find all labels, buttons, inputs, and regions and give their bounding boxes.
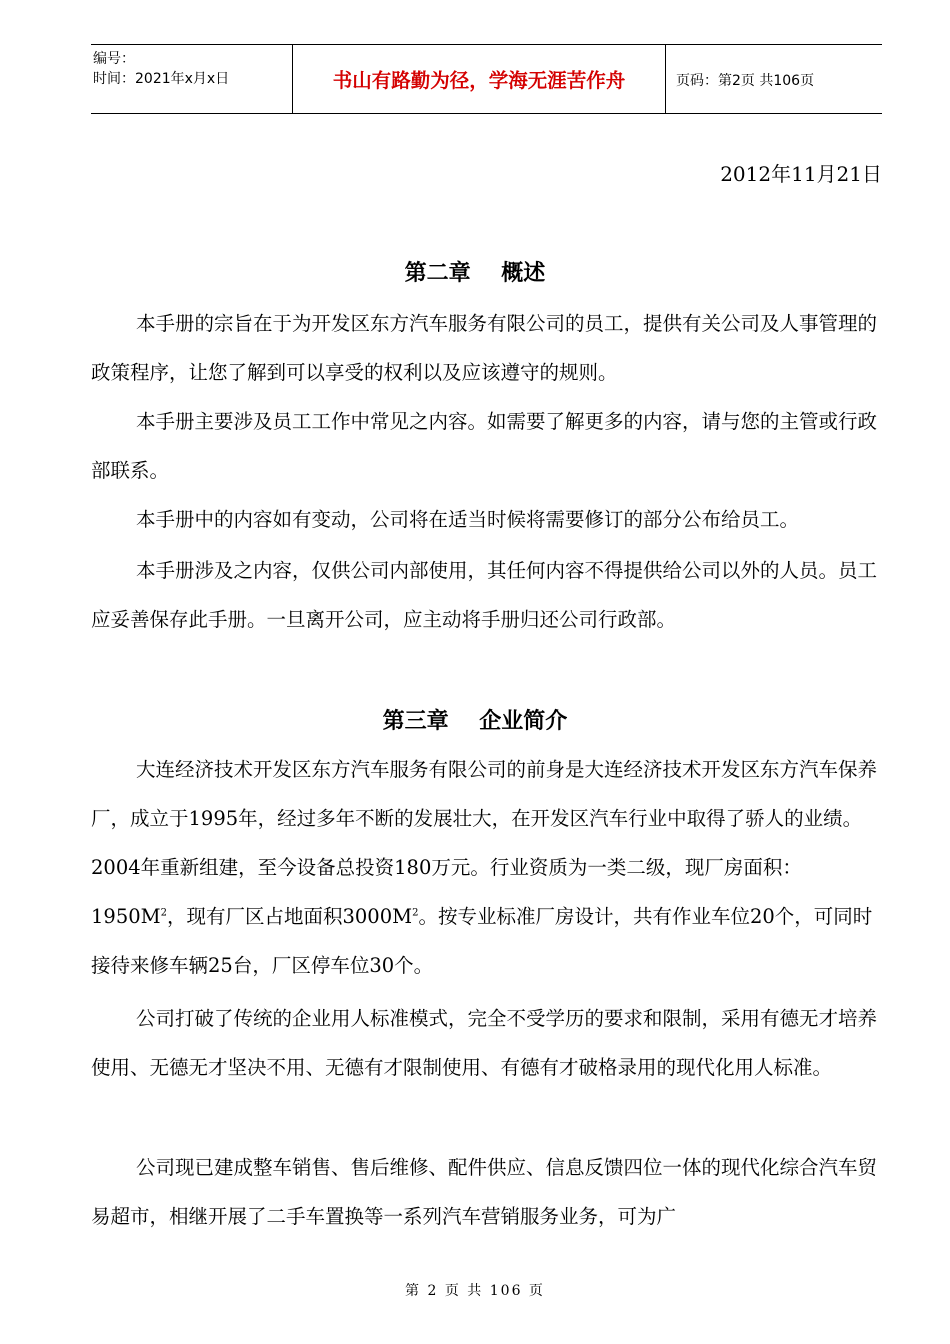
chapter-2-paragraph: 本手册的宗旨在于为开发区东方汽车服务有限公司的员工，提供有关公司及人事管理的政策程序，让您了解到可以享受的权利以及应该遵守的规则。 <box>91 312 878 384</box>
header-page-info: 页码：第2页 共106页 <box>676 73 815 89</box>
page-header <box>91 44 882 114</box>
chapter-3-paragraph-2: 公司打破了传统的企业用人标准模式，完全不受学历的要求和限制，采用有德无才培养使用、无德无才坚决不用、无德有才限制使用、有德有才破格录用的现代化用人标准。 <box>91 1007 878 1079</box>
page-footer: 第 2 页 共 106 页 <box>405 1283 545 1299</box>
superscript-squared: 2 <box>412 907 419 919</box>
chapter-2-paragraph: 本手册中的内容如有变动，公司将在适当时候将需要修订的部分公布给员工。 <box>136 508 800 531</box>
chapter-2-paragraph: 本手册主要涉及员工工作中常见之内容。如需要了解更多的内容，请与您的主管或行政部联系。 <box>91 410 878 482</box>
header-time-label: 时间：2021年x月x日 <box>93 71 230 87</box>
superscript-squared: 2 <box>160 907 167 919</box>
chapter-3-p1-text-c: 。按专业标准厂房设计，共有作业车位20个，可同时接待来修车辆25台，厂区停车位30个。 <box>91 905 873 977</box>
chapter-3-title: 第三章 企业简介 <box>382 708 568 734</box>
header-meta-cell <box>91 45 293 113</box>
header-motto-cell <box>293 45 666 113</box>
chapter-3-paragraph-3: 公司现已建成整车销售、售后维修、配件供应、信息反馈四位一体的现代化综合汽车贸易超市，相继开展了二手车置换等一系列汽车营销服务业务，可为广 <box>91 1156 878 1228</box>
document-date: 2012年11月21日 <box>720 162 882 186</box>
chapter-2-title: 第二章 概述 <box>404 260 546 286</box>
chapter-3-p1-text-b: ，现有厂区占地面积3000M <box>166 905 413 928</box>
chapter-3-paragraph-1 <box>91 745 882 990</box>
chapter-2-paragraph: 本手册涉及之内容，仅供公司内部使用，其任何内容不得提供给公司以外的人员。员工应妥善保存此手册。一旦离开公司，应主动将手册归还公司行政部。 <box>91 559 878 631</box>
chapter-3-p1-text-a: 大连经济技术开发区东方汽车服务有限公司的前身是大连经济技术开发区东方汽车保养厂，成立于1995年，经过多年不断的发展壮大，在开发区汽车行业中取得了骄人的业绩。2004年重新组建，至今设备总投资180万元。行业资质为一类二级，现厂房面积：1950M <box>91 758 878 928</box>
header-number-label: 编号： <box>93 51 135 67</box>
header-page-cell <box>666 45 882 113</box>
header-motto: 书山有路勤为径，学海无涯苦作舟 <box>332 69 626 92</box>
